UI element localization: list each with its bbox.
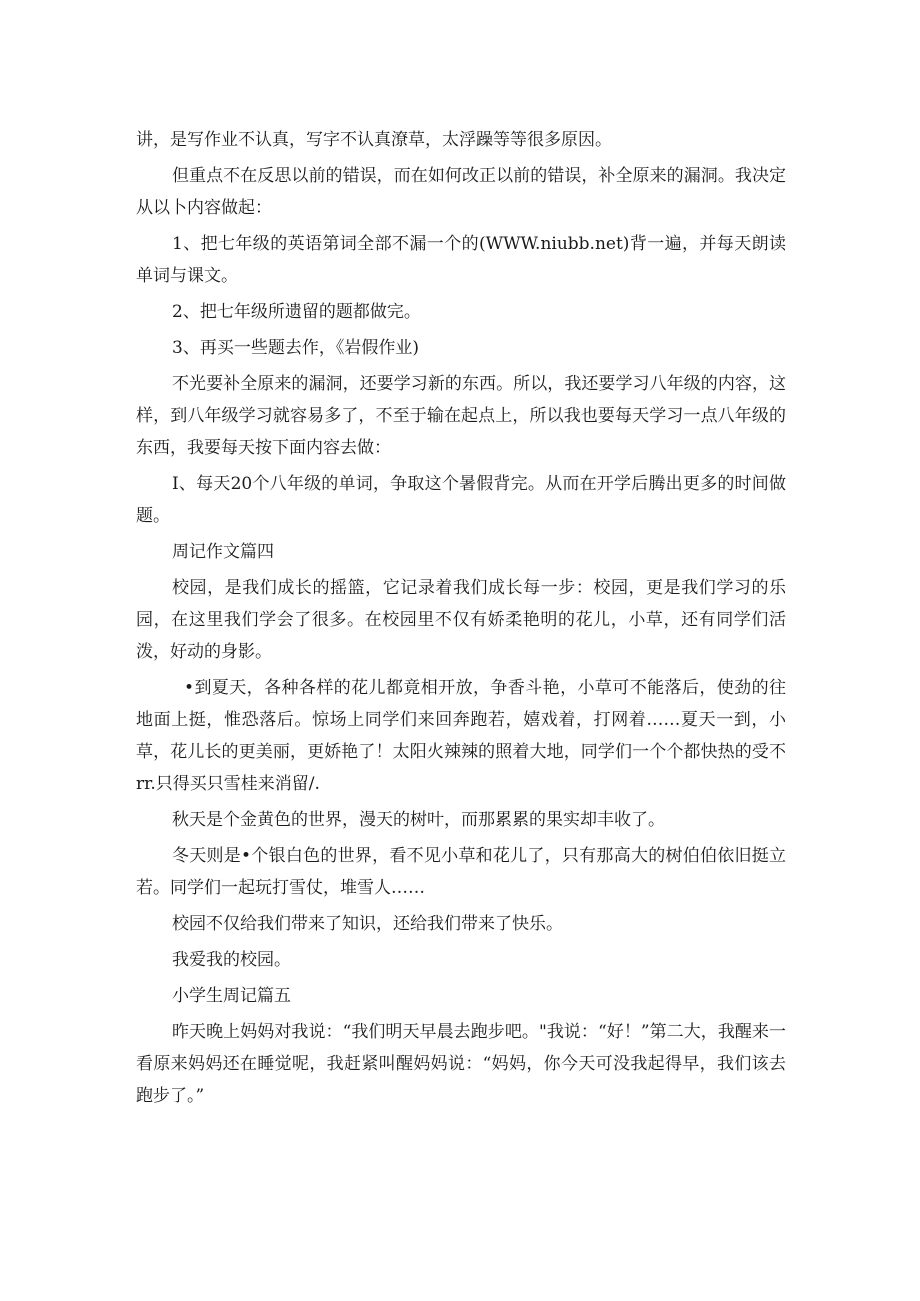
paragraph: 校园不仅给我们带来了知识，还给我们带来了快乐。 (172, 914, 563, 934)
paragraph: 不光要补全原来的漏洞，还要学习新的东西。所以，我还要学习八年级的内容，这样，到八年级学习就容易多了，不至于输在起点上，所以我也要每天学习一点八年级的东西，我要每天按下面内容去做： (136, 374, 786, 458)
list-item: I、每天20个八年级的单词，争取这个暑假背完。从而在开学后腾出更多的时间做题。 (136, 474, 786, 526)
paragraph: 冬天则是•个银白色的世界，看不见小草和花儿了，只有那高大的树伯伯依旧挺立若。同学们一起玩打雪仗，堆雪人…… (136, 846, 786, 898)
paragraph: •到夏天，各种各样的花儿都竟相开放，争香斗艳，小草可不能落后，使劲的往地面上挺，惟恐落后。惊场上同学们来回奔跑若，嬉戏着，打网着……夏天一到，小草，花儿长的更美丽，更娇艳了！太阳火辣辣的照着大地，同学们一个个都快热的受不rr.只得买只雪桂来消留/. (136, 678, 786, 794)
list-item: 3、再买一些题去作，《岩假作业) (172, 338, 419, 358)
paragraph: 昨天晚上妈妈对我说：“我们明天早晨去跑步吧。"我说：“好！”第二大，我醒来一看原来妈妈还在睡觉呢，我赶紧叫醒妈妈说：“妈妈，你今天可没我起得早，我们该去跑步了。” (136, 1022, 786, 1106)
list-item: 1、把七年级的英语第词全部不漏一个的(WWW.niubb.net)背一遍，并每天朗读单词与课文。 (136, 234, 786, 286)
document-body (136, 124, 786, 1112)
section-heading: 周记作文篇四 (172, 542, 274, 562)
section-heading: 小学生周记篇五 (172, 986, 291, 1006)
paragraph: 我爱我的校园。 (172, 950, 291, 970)
paragraph-continued: 讲，是写作业不认真，写字不认真潦草，太浮躁等等很多原因。 (136, 130, 612, 150)
paragraph: 但重点不在反思以前的错误，而在如何改正以前的错误，补全原来的漏洞。我决定从以卜内容做起： (136, 166, 786, 218)
paragraph: 校园，是我们成长的摇篮，它记录着我们成长每一步：校园，更是我们学习的乐园，在这里我们学会了很多。在校园里不仅有娇柔艳明的花儿，小草，还有同学们活泼，好动的身影。 (136, 578, 786, 662)
paragraph: 秋天是个金黄色的世界，漫天的树叶，而那累累的果实却丰收了。 (172, 810, 665, 830)
list-item: 2、把七年级所遗留的题都做完。 (172, 302, 421, 322)
